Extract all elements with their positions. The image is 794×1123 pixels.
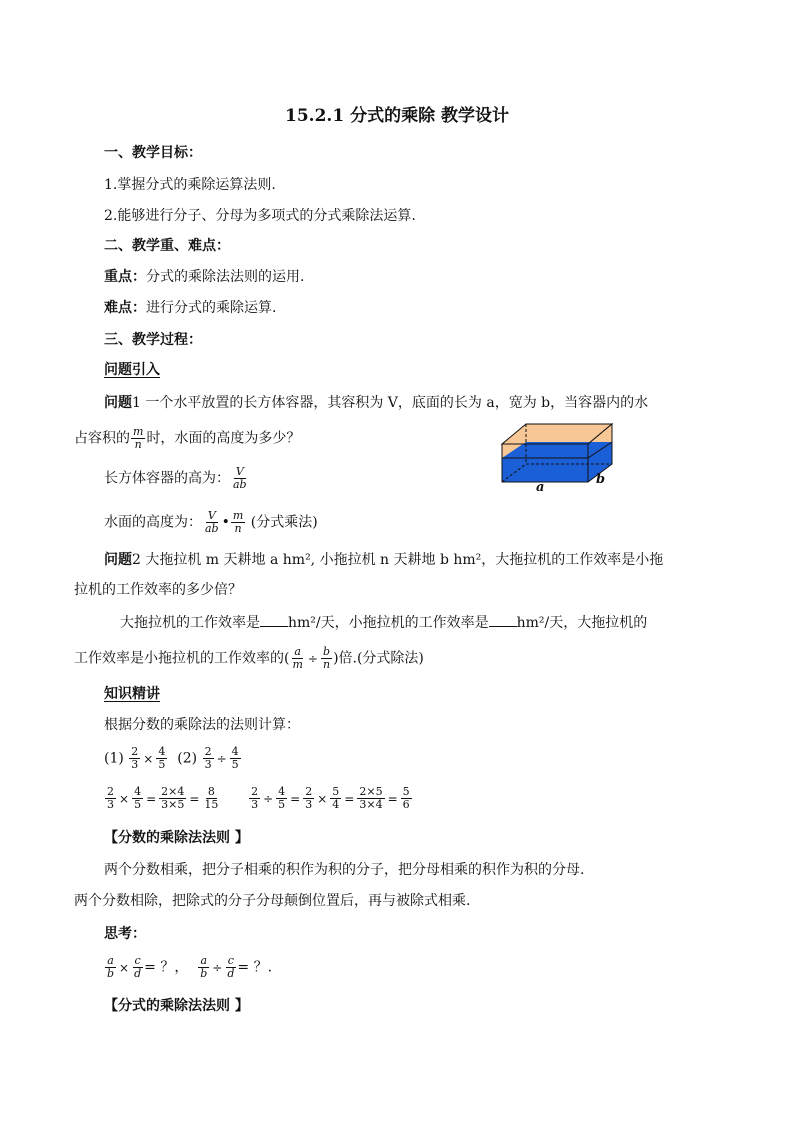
fraction-multiplication-note: (分式乘法) [250,514,318,531]
figure-label-a: a [536,480,545,495]
unit-label-2: hm²/天 [516,615,564,631]
frac-num: 8 [207,785,215,798]
equals-sign: = [290,791,301,806]
frac-num: 5 [402,785,410,798]
frac-den: 6 [402,798,410,811]
frac-num: 4 [278,785,286,798]
key-point-label: 重点： [104,269,146,285]
frac-num: 2 [251,785,259,798]
frac-num: b [322,645,331,658]
divide-sign: ÷ [212,960,223,975]
frac-den: d [134,967,142,980]
question-2-text: 2 大拖拉机 m 天耕地 a hm², 小拖拉机 n 天耕地 b hm²，大拖拉机的工作效率是小拖 [132,552,664,568]
frac-den: 3 [204,758,212,771]
times-sign: × [317,791,328,806]
fraction-4-5 [276,786,287,811]
question-1-label: 问题 [104,395,132,411]
frac-den: 3 [131,758,139,771]
fraction-2-3 [105,786,116,811]
frac-num: 4 [134,785,142,798]
knowledge-intro: 根据分数的乘除法的法则计算： [104,717,300,733]
fraction-c-over-d [225,955,236,980]
frac-den: m [292,658,303,671]
answer-pre: 大拖拉机的工作效率是 [120,615,260,631]
difficulty-line [104,298,276,318]
key-point-text: 分式的乘除法法则的运用. [146,269,305,285]
frac-den: 3×5 [161,798,185,811]
divide-sign: ÷ [307,651,318,666]
frac-den: 4 [332,798,340,811]
fraction-b-over-n [321,646,332,671]
subheading-knowledge: 知识精讲 [104,686,160,702]
frac-num: 4 [158,745,166,758]
fraction-divide-rule: 两个分数相除，把除式的分子分母颠倒位置后，再与被除式相乘. [74,893,471,909]
difficulty-label: 难点： [104,300,146,316]
fraction-2-3 [303,786,314,811]
container-height-line [104,466,250,491]
question-1-post: 时，水面的高度为多少？ [146,430,301,447]
equals-sign: = [387,791,398,806]
frac-den: 3 [251,798,259,811]
frac-den: ab [205,522,219,535]
frac-num: a [294,645,301,658]
goal-item-2: 2.能够进行分子、分母为多项式的分式乘除法运算. [104,208,416,224]
ratio-pre: 工作效率是小拖拉机的工作效率的( [74,650,290,667]
section-heading-process: 三、教学过程： [104,332,202,348]
frac-num: c [134,954,141,967]
frac-num: V [207,509,216,522]
fraction-4-5 [230,746,241,771]
figure-label-b: b [596,472,606,487]
divide-sign: ÷ [263,791,274,806]
fraction-product [357,786,384,811]
times-sign: × [119,791,130,806]
question-2-line-2: 拉机的工作效率的多少倍？ [74,582,242,598]
section-heading-goals: 一、教学目标： [104,145,202,161]
fraction-m-over-n [231,510,245,535]
algebraic-fraction-rule-heading: 【分式的乘除法法则 】 [104,998,249,1014]
calc-problems-line [104,746,242,771]
fraction-rule-heading: 【分数的乘除法法则 】 [104,830,249,846]
frac-den: b [200,967,208,980]
fraction-5-6 [401,786,412,811]
section-heading-key-points: 二、教学重、难点： [104,238,230,254]
fraction-4-5 [132,786,143,811]
subheading-intro-question: 问题引入 [104,362,160,378]
question-2-line-4 [74,646,424,671]
fraction-v-over-ab [231,466,249,491]
problem-2-label: (2) [177,750,198,767]
difficulty-text: 进行分式的乘除运算. [146,300,277,316]
problem-1-label: (1) [104,750,124,767]
question-1-text: 1 一个水平放置的长方体容器，其容积为 V，底面的长为 a，宽为 b，当容器内的水 [132,395,649,411]
frac-den: 3 [107,798,114,811]
think-tail-2: = ？. [237,959,273,976]
frac-num: 2 [305,785,313,798]
answer-post: ，大拖拉机的 [563,615,648,631]
water-height-label: 水面的高度为： [104,514,202,531]
fraction-a-over-m [290,646,304,671]
frac-den: n [234,522,242,535]
think-expressions-line [104,955,272,980]
goal-item-1: 1.掌握分式的乘除运算法则. [104,177,276,193]
frac-den: 5 [231,758,239,771]
frac-den: n [134,438,142,451]
frac-num: 4 [231,745,239,758]
question-1-line-1 [104,393,648,413]
fraction-5-4 [330,786,341,811]
frac-num: c [227,954,234,967]
answer-mid: ，小拖拉机的工作效率是 [334,615,489,631]
answer-blank-1[interactable] [260,612,288,627]
calc-solutions-line [104,786,413,811]
frac-den: 5 [134,798,142,811]
frac-num: a [107,954,114,967]
question-1-pre: 占容积的 [74,430,130,447]
times-sign: × [143,751,154,766]
frac-num: 5 [332,785,340,798]
question-2-answer-line [120,612,647,633]
frac-num: 2 [107,785,114,798]
fraction-4-5 [156,746,167,771]
question-1-line-2 [74,426,300,451]
fraction-2-3 [129,746,140,771]
frac-num: m [232,509,244,522]
frac-den: b [107,967,115,980]
multiply-dot: • [221,514,230,531]
fraction-8-15 [202,786,220,811]
page-title: 15.2.1 分式的乘除 教学设计 [285,106,509,126]
container-figure [500,422,616,494]
fraction-2-3 [249,786,260,811]
frac-den: 3 [305,798,313,811]
frac-num: 2×5 [359,785,383,798]
unit-label-1: hm²/天 [288,615,335,631]
fraction-2-3 [203,746,214,771]
fraction-c-over-d [132,955,143,980]
fraction-multiply-rule: 两个分数相乘，把分子相乘的积作为积的分子，把分母相乘的积作为积的分母. [104,862,585,878]
height-label: 长方体容器的高为： [104,470,230,487]
fraction-m-over-n [131,426,145,451]
frac-num: 2 [204,745,212,758]
frac-num: m [133,425,144,438]
times-sign: × [119,960,130,975]
think-heading: 思考： [104,926,146,942]
question-2-label: 问题 [104,552,132,568]
fraction-product [159,786,186,811]
fraction-v-over-ab [203,510,221,535]
fraction-a-over-b [198,955,209,980]
water-height-line [104,510,318,535]
fraction-a-over-b [105,955,116,980]
equals-sign: = [146,791,157,806]
frac-den: n [322,658,331,671]
think-tail-1: = ？， [144,959,189,976]
equals-sign: = [189,791,200,806]
ratio-post: )倍.(分式除法) [333,650,424,667]
question-2-line-1 [104,550,663,570]
frac-num: a [200,954,208,967]
frac-den: 15 [204,798,219,811]
frac-den: 5 [278,798,286,811]
frac-num: V [235,465,244,478]
frac-den: 3×4 [359,798,383,811]
frac-den: d [227,967,235,980]
frac-den: ab [233,478,247,491]
frac-num: 2×4 [161,785,185,798]
answer-blank-2[interactable] [489,612,517,627]
frac-num: 2 [131,745,139,758]
frac-den: 5 [158,758,166,771]
key-point-line [104,267,304,287]
equals-sign: = [344,791,355,806]
divide-sign: ÷ [216,751,227,766]
